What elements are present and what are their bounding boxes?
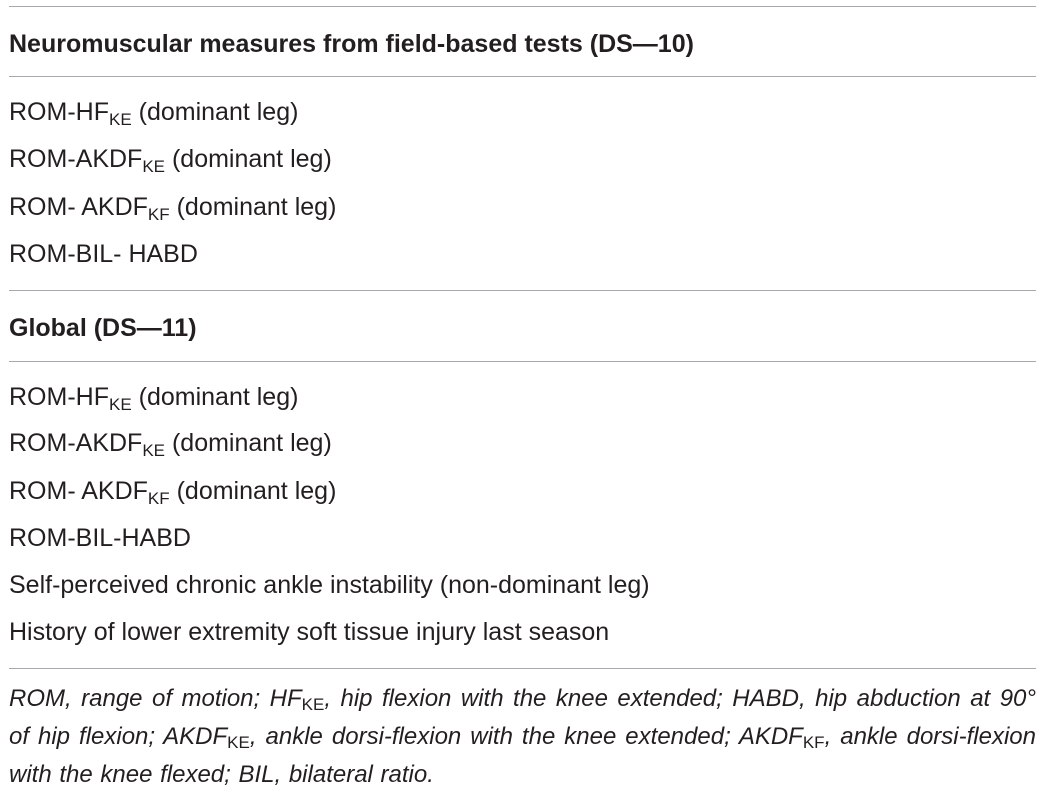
row-label: ROM-HF [9, 98, 109, 126]
footnote-subscript: KE [227, 733, 250, 752]
table-row [9, 239, 1036, 269]
row-qualifier: (dominant leg) [169, 477, 337, 505]
row-label: ROM- AKDF [9, 193, 148, 221]
table-row [9, 476, 1036, 506]
table-row [9, 382, 1036, 412]
top-rule [9, 6, 1036, 7]
table-row [9, 570, 1036, 600]
row-label: ROM- AKDF [9, 477, 148, 505]
row-label: Self-perceived chronic ankle instability (non-dominant leg) [9, 571, 650, 599]
table-footnote [9, 680, 1036, 794]
table-row [9, 97, 1036, 127]
section-heading-text: Neuromuscular measures from field-based tests (DS—10) [9, 30, 694, 58]
table-row [9, 144, 1036, 174]
row-subscript: KE [142, 157, 166, 176]
footnote-text: , ankle dorsi-flexion with the knee extended; AKDF [249, 723, 803, 750]
table-row [9, 617, 1036, 647]
section-heading-text: Global (DS—11) [9, 314, 197, 342]
footnote-text: , hip flexion with the knee extended; HABD, hip abduction at 90° of hip flexion; AKDF [9, 685, 1036, 750]
footnote-text: , ankle dorsi-flexion with the knee flexed; BIL, bilateral ratio. [9, 723, 1036, 788]
row-qualifier: (dominant leg) [169, 193, 337, 221]
row-label: ROM-AKDF [9, 429, 143, 457]
heading-rule [9, 76, 1036, 77]
footnote-text: ROM, range of motion; HF [9, 685, 302, 712]
row-qualifier: (dominant leg) [131, 383, 299, 411]
row-label: History of lower extremity soft tissue injury last season [9, 618, 610, 646]
row-subscript: KF [147, 489, 170, 508]
heading-rule [9, 361, 1036, 362]
row-subscript: KF [147, 205, 170, 224]
section-heading-neuromuscular [9, 29, 1036, 59]
row-subscript: KE [142, 441, 166, 460]
row-qualifier: (dominant leg) [165, 145, 332, 173]
footnote-subscript: KE [301, 695, 325, 714]
footnote-subscript: KF [802, 733, 825, 752]
row-label: ROM-BIL-HABD [9, 524, 191, 552]
table-row [9, 523, 1036, 553]
row-subscript: KE [108, 110, 132, 129]
row-label: ROM-BIL- HABD [9, 240, 198, 268]
row-qualifier: (dominant leg) [165, 429, 332, 457]
table-row [9, 428, 1036, 458]
row-label: ROM-AKDF [9, 145, 143, 173]
footnote-rule [9, 668, 1036, 669]
row-qualifier: (dominant leg) [131, 98, 299, 126]
section-rule [9, 290, 1036, 291]
table-row [9, 192, 1036, 222]
section-heading-global [9, 313, 1036, 343]
row-label: ROM-HF [9, 383, 109, 411]
row-subscript: KE [108, 395, 132, 414]
